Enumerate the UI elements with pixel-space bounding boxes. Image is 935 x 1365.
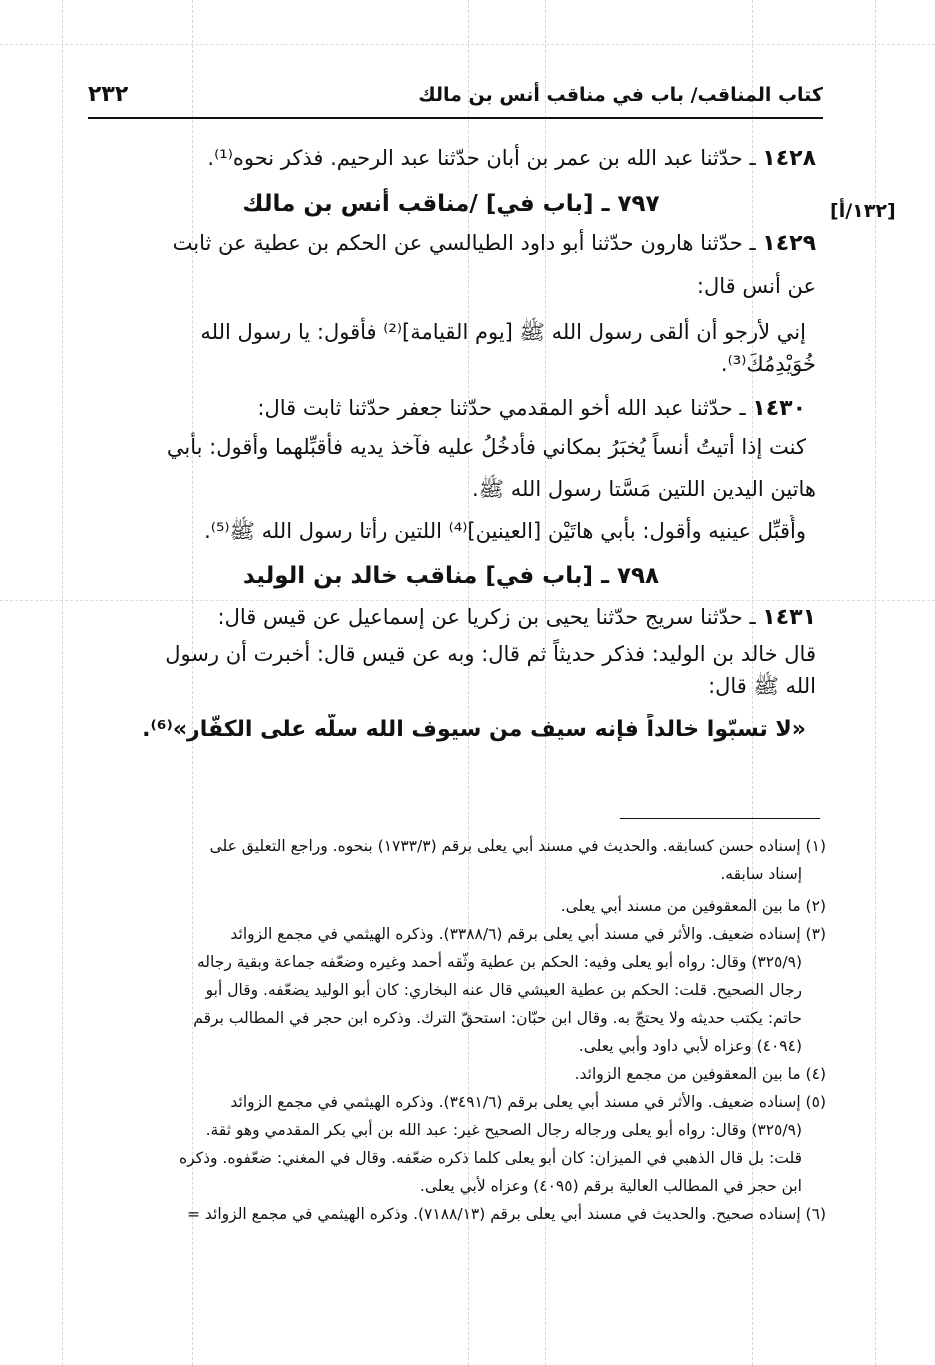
hadith-1430 — [86, 392, 816, 425]
footnote-4 — [74, 1060, 826, 1088]
main-text — [86, 138, 816, 746]
margin-folio-reference: [١٣٢/أ] — [830, 200, 896, 222]
footnote-line: (٢) ما بين المعقوفين من مسند أبي يعلى. — [560, 897, 826, 915]
hadith-text: ـ حدّثنا هارون حدّثنا أبو داود الطيالسي عن الحكم بن عطية عن ثابت — [172, 231, 763, 255]
footnote-line: رجال الصحيح. قلت: الحكم بن عطية العيشي قال عنه البخاري: كان أبو الوليد يضعّفه. وقال أبو — [205, 981, 802, 999]
footnote-line: (٣) إسناده ضعيف. والأثر في مسند أبي يعلى برقم (٣٣٨٨/٦). وذكره الهيثمي في مجمع الزوائد — [230, 925, 826, 943]
footnote-line: (١) إسناده حسن كسابقه. والحديث في مسند أبي يعلى برقم (١٧٣٣/٣) بنحوه. وراجع التعليق على — [209, 837, 826, 855]
chapter-heading-797: ٧٩٧ ـ [باب في] /مناقب أنس بن مالك — [242, 191, 660, 217]
hadith-number: ١٤٢٨ — [762, 146, 816, 171]
hadith-matn: قال خالد بن الوليد: فذكر حديثاً ثم قال: وبه عن قيس قال: أخبرت أن رسول — [165, 642, 816, 666]
footnote-2 — [74, 892, 826, 920]
footnote-separator — [620, 818, 820, 819]
footnote-line: (٣٢٥/٩) وقال: رواه أبو يعلى وفيه: الحكم بن عطية وثّقه أحمد وغيره وضعّفه جماعة وبقية رجاله — [196, 953, 802, 971]
footnote-line: (٦) إسناده صحيح. والحديث في مسند أبي يعلى برقم (٧١٨٨/١٣). وذكره الهيثمي في مجمع الزوائد = — [187, 1205, 826, 1223]
hadith-text: ـ حدّثنا سريج حدّثنا يحيى بن زكريا عن إسماعيل عن قيس قال: — [217, 605, 763, 629]
footnotes — [74, 832, 826, 1228]
hadith-text: ـ حدّثنا عبد الله أخو المقدمي حدّثنا جعفر حدّثنا ثابت قال: — [257, 396, 753, 420]
footnote-6 — [74, 1200, 826, 1228]
footnote-3 — [74, 920, 826, 1060]
header-rule — [88, 117, 823, 119]
footnote-line: (٥) إسناده ضعيف. والأثر في مسند أبي يعلى برقم (٣٤٩١/٦). وذكره الهيثمي في مجمع الزوائد — [230, 1093, 826, 1111]
hadith-number: ١٤٣٠ — [752, 396, 806, 421]
footnote-line: إسناد سابقه. — [720, 865, 802, 883]
running-header — [88, 80, 823, 116]
hadith-text-continued: عن أنس قال: — [696, 274, 816, 298]
hadith-matn-continued: هاتين اليدين اللتين مَسَّتا رسول الله ﷺ. — [471, 477, 816, 501]
page-number: ٢٣٢ — [88, 82, 129, 107]
hadith-1431 — [86, 601, 816, 634]
hadith-matn: إني لأرجو أن ألقى رسول الله ﷺ [يوم القيامة]⁽²⁾ فأقول: يا رسول الله — [200, 320, 806, 344]
hadith-number: ١٤٢٩ — [762, 231, 816, 256]
scan-line — [62, 0, 63, 1365]
footnote-line: (٤٠٩٤) وعزاه لأبي داود وأبي يعلى. — [578, 1037, 802, 1055]
prophetic-quote: «لا تسبّوا خالداً فإنه سيف من سيوف الله سلّه على الكفّار»⁽⁶⁾. — [142, 717, 806, 742]
footnote-line: ابن حجر في المطالب العالية برقم (٤٠٩٥) وعزاه لأبي يعلى. — [419, 1177, 802, 1195]
footnote-line: حاتم: يكتب حديثه ولا يحتجّ به. وقال ابن حبّان: استحقّ الترك. وذكره ابن حجر في المطالب برقم — [193, 1009, 802, 1027]
scan-line — [0, 44, 935, 45]
footnote-5 — [74, 1088, 826, 1200]
hadith-matn-continued: الله ﷺ قال: — [708, 674, 816, 698]
hadith-matn-continued: وأُقبِّل عينيه وأقول: بأبي هاتَيْن [العينين]⁽⁴⁾ اللتين رأتا رسول الله ﷺ⁽⁵⁾. — [204, 519, 806, 543]
footnote-line: (٣٢٥/٩) وقال: رواه أبو يعلى ورجاله رجال الصحيح غير: عبد الله بن أبي بكر المقدمي وهو ثقة. — [205, 1121, 802, 1139]
hadith-matn: كنت إذا أتيتُ أنساً يُخبَرُ بمكاني فأدخُلُ عليه فآخذ يديه فأُقبِّلهما وأقول: بأبي — [166, 435, 806, 459]
hadith-matn-continued: خُوَيْدِمُكَ⁽³⁾. — [720, 352, 816, 376]
footnote-line: قلت: بل قال الذهبي في الميزان: كان أبو يعلى كلما ذكره ضعّفه. وقال في المغني: ضعّفوه. وذكره — [179, 1149, 802, 1167]
hadith-text: ـ حدّثنا عبد الله بن عمر بن أبان حدّثنا عبد الرحيم. فذكر نحوه⁽¹⁾. — [207, 146, 763, 170]
hadith-1429 — [86, 227, 816, 260]
hadith-1428 — [86, 142, 816, 175]
hadith-number: ١٤٣١ — [762, 605, 816, 630]
running-title: كتاب المناقب/ باب في مناقب أنس بن مالك — [418, 84, 823, 106]
footnote-line: (٤) ما بين المعقوفين من مجمع الزوائد. — [574, 1065, 826, 1083]
footnote-1 — [74, 832, 826, 888]
chapter-heading-798: ٧٩٨ ـ [باب في] مناقب خالد بن الوليد — [242, 563, 660, 589]
